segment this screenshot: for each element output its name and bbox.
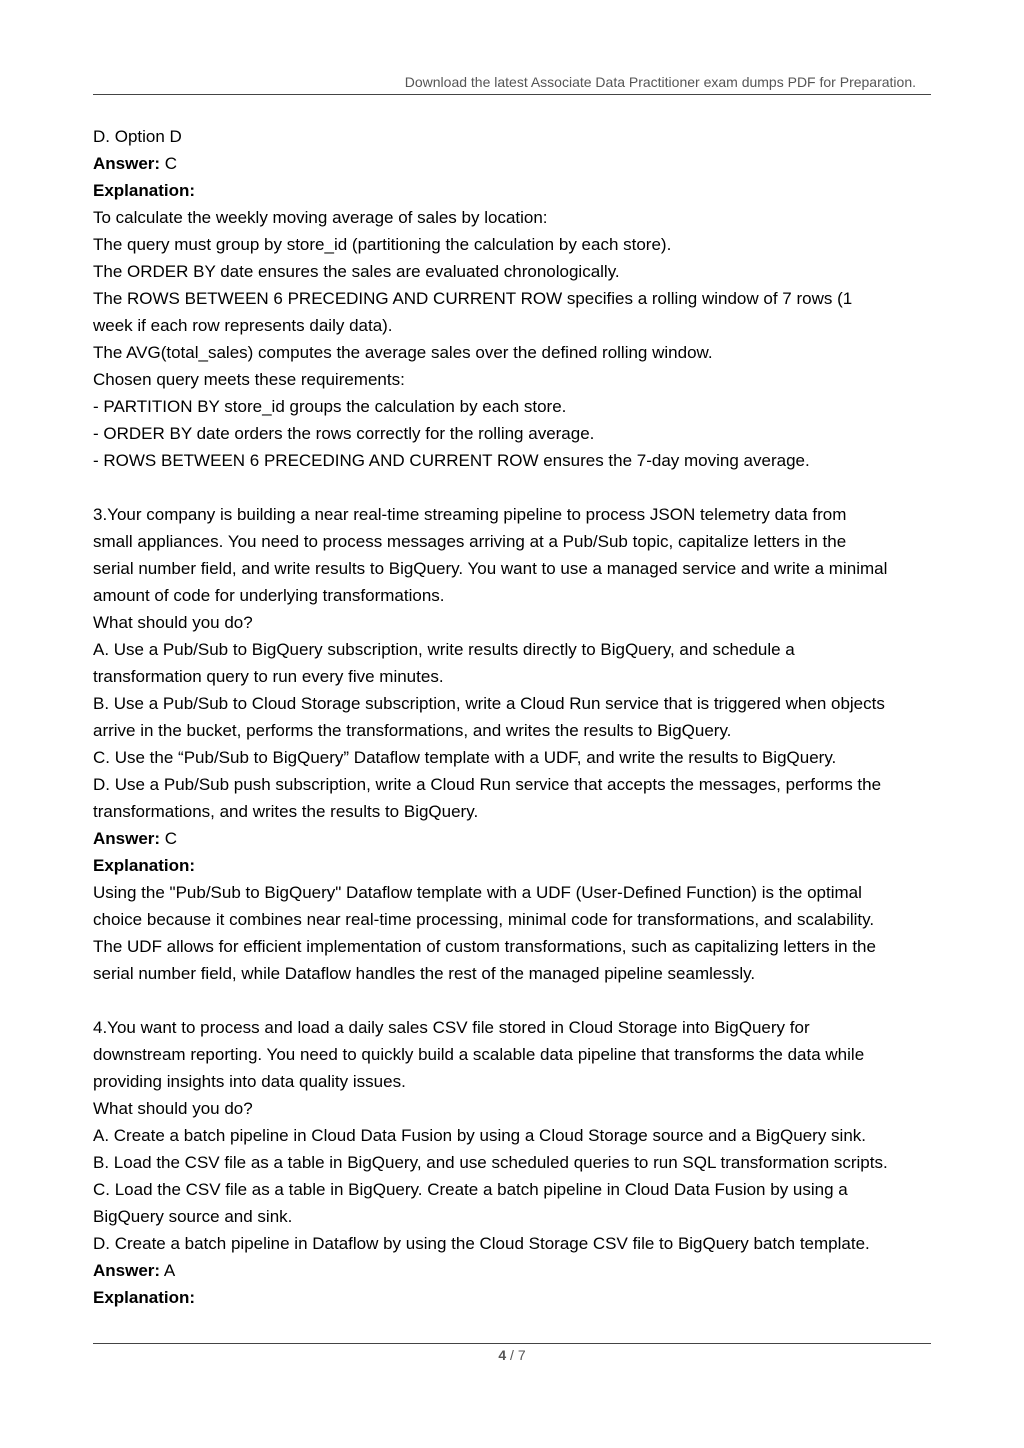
explanation-heading: Explanation: [93,856,196,875]
answer-line [93,150,938,177]
explanation-line: To calculate the weekly moving average of sales by location: [93,208,548,227]
page-separator: / [506,1347,518,1363]
explanation-line: - ROWS BETWEEN 6 PRECEDING AND CURRENT ROW ensures the 7-day moving average. [93,451,810,470]
answer-line [93,1257,938,1284]
option-line: D. Use a Pub/Sub push subscription, write a Cloud Run service that accepts the messages, performs the [93,775,882,794]
option-d: D. Option D [93,127,182,146]
option-line: B. Use a Pub/Sub to Cloud Storage subscription, write a Cloud Run service that is triggered when objects [93,694,885,713]
explanation-line: choice because it combines near real-time processing, minimal code for transformations, and scalability. [93,910,875,929]
question-line: providing insights into data quality issues. [93,1072,406,1091]
question-line: downstream reporting. You need to quickly build a scalable data pipeline that transforms the data while [93,1045,865,1064]
page-content [93,123,938,1311]
explanation-line: Using the "Pub/Sub to BigQuery" Dataflow template with a UDF (User-Defined Function) is the optimal [93,883,862,902]
explanation-line: Chosen query meets these requirements: [93,370,405,389]
answer-value: C [160,154,178,173]
option-line: A. Use a Pub/Sub to BigQuery subscription, write results directly to BigQuery, and schedule a [93,640,795,659]
option-line: arrive in the bucket, performs the transformations, and writes the results to BigQuery. [93,721,732,740]
explanation-line: week if each row represents daily data). [93,316,393,335]
option-line: transformations, and writes the results to BigQuery. [93,802,479,821]
question-prompt: What should you do? [93,613,253,632]
question-prompt: What should you do? [93,1099,253,1118]
option-line: transformation query to run every five minutes. [93,667,444,686]
question-line: 4.You want to process and load a daily sales CSV file stored in Cloud Storage into BigQuery for [93,1018,810,1037]
option-line: A. Create a batch pipeline in Cloud Data Fusion by using a Cloud Storage source and a BigQuery sink. [93,1126,867,1145]
answer-label: Answer: [93,154,161,173]
header-text: Download the latest Associate Data Practitioner exam dumps PDF for Preparation. [404,74,916,90]
explanation-line: The ROWS BETWEEN 6 PRECEDING AND CURRENT ROW specifies a rolling window of 7 rows (1 [93,289,853,308]
page-header [93,72,931,95]
option-line: BigQuery source and sink. [93,1207,293,1226]
explanation-line: The UDF allows for efficient implementation of custom transformations, such as capitalizing letters in the [93,937,876,956]
answer-line [93,825,938,852]
explanation-line: The AVG(total_sales) computes the average sales over the defined rolling window. [93,343,713,362]
explanation-heading: Explanation: [93,1288,196,1307]
answer-value: A [160,1261,176,1280]
explanation-line: serial number field, while Dataflow handles the rest of the managed pipeline seamlessly. [93,964,756,983]
explanation-line: - PARTITION BY store_id groups the calculation by each store. [93,397,567,416]
explanation-line: - ORDER BY date orders the rows correctly for the rolling average. [93,424,595,443]
option-line: C. Load the CSV file as a table in BigQuery. Create a batch pipeline in Cloud Data Fusion by using a [93,1180,848,1199]
answer-value: C [160,829,178,848]
explanation-heading: Explanation: [93,181,196,200]
spacer [93,987,938,1014]
option-line: B. Load the CSV file as a table in BigQuery, and use scheduled queries to run SQL transformation scripts. [93,1153,888,1172]
option-line: C. Use the “Pub/Sub to BigQuery” Dataflow template with a UDF, and write the results to BigQuery. [93,748,837,767]
total-pages: 7 [517,1347,526,1363]
question-line: amount of code for underlying transformations. [93,586,445,605]
current-page-number: 4 [498,1347,507,1363]
footer-divider [93,1343,931,1344]
explanation-line: The query must group by store_id (partitioning the calculation by each store). [93,235,672,254]
question-line: small appliances. You need to process messages arriving at a Pub/Sub topic, capitalize letters in the [93,532,847,551]
explanation-line: The ORDER BY date ensures the sales are evaluated chronologically. [93,262,620,281]
spacer [93,474,938,501]
question-line: serial number field, and write results to BigQuery. You want to use a managed service and write a minimal [93,559,888,578]
answer-label: Answer: [93,829,161,848]
page-footer [0,1346,1024,1364]
option-line: D. Create a batch pipeline in Dataflow by using the Cloud Storage CSV file to BigQuery batch template. [93,1234,870,1253]
question-line: 3.Your company is building a near real-time streaming pipeline to process JSON telemetry data from [93,505,847,524]
answer-label: Answer: [93,1261,161,1280]
